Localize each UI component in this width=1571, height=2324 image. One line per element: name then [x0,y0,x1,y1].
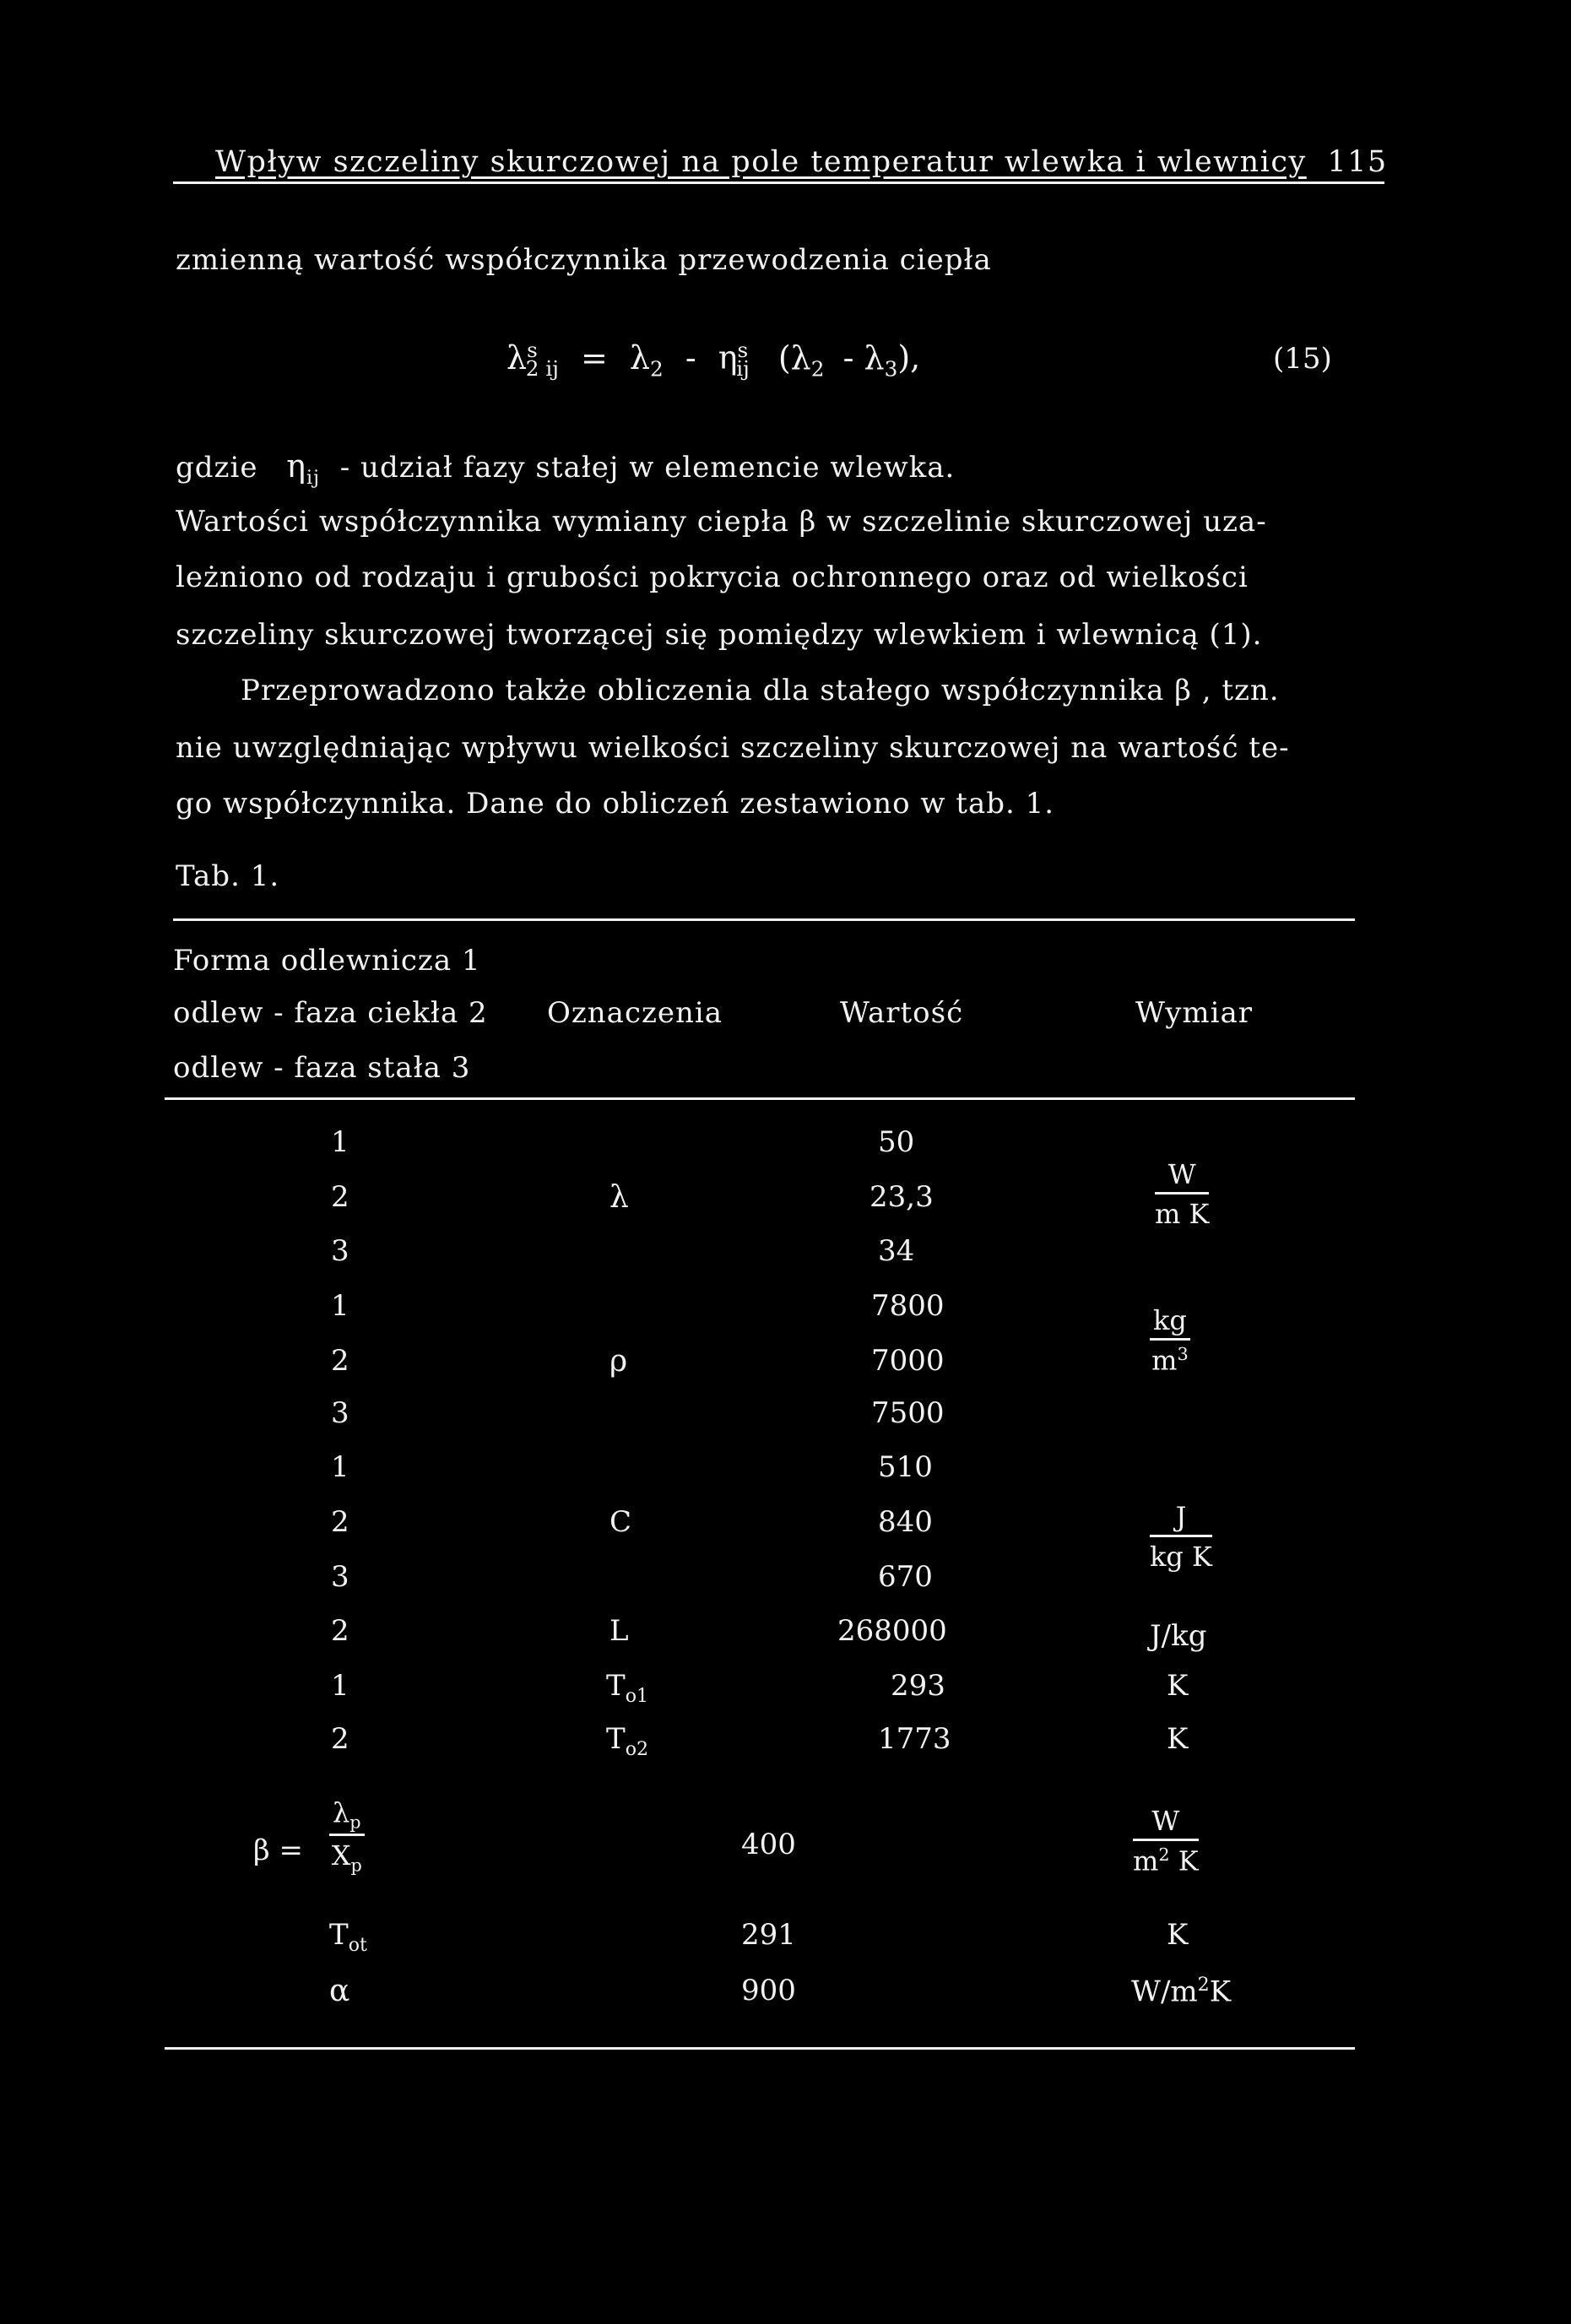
symbol-t01 [606,1669,648,1707]
row-idx: 2 [331,1344,349,1378]
value-cell: 670 [878,1560,933,1594]
alpha-unit-base: W/m [1131,1975,1198,2009]
unit-t02: K [1167,1722,1189,1756]
symbol-t02-base: T [606,1722,626,1756]
eq-paren-sub2: 2 [810,356,825,382]
tot-unit: K [1167,1918,1189,1952]
unit-c-num: J [1150,1501,1212,1537]
unit-c [1150,1501,1212,1573]
eq-paren-sub3: 3 [884,356,898,382]
alpha-unit-rest: K [1209,1975,1232,2009]
eq-equals: = [580,339,608,376]
legend-faza-stala: odlew - faza stała 3 [173,1051,471,1085]
row-idx: 2 [331,1722,349,1756]
value-cell: 510 [878,1450,933,1484]
eq-eta-sup: s [737,338,749,362]
beta-value: 400 [741,1828,796,1861]
symbol-rho: ρ [609,1344,628,1379]
eq-sub-2: 2 [650,356,664,382]
unit-lambda-den: m K [1155,1198,1210,1230]
alpha-unit [1131,1974,1231,2008]
gdzie-eta: η [286,447,307,485]
col-header-oznaczenia: Oznaczenia [547,996,723,1030]
gdzie-eta-sub: ij [306,466,320,489]
unit-lambda [1155,1158,1209,1230]
beta-unit-den-sup: 2 [1158,1845,1170,1865]
value-cell: 7000 [871,1344,945,1378]
value-cell: 268000 [837,1614,947,1648]
alpha-symbol: α [329,1974,350,2008]
row-idx: 2 [331,1505,349,1539]
eq-lambda-s: λ [507,339,528,376]
table-head-rule [165,1097,1355,1100]
para-line-1: Wartości współczynnika wymiany ciepła β w szczelinie skurczowej uza- [176,505,1267,539]
eq-minus-lambda3: - λ [842,339,885,376]
value-cell: 7500 [871,1396,945,1430]
beta-num-base: λ [333,1796,350,1828]
legend-forma: Forma odlewnicza 1 [173,944,481,978]
value-cell: 34 [878,1234,915,1268]
header-title: Wpływ szczeliny skurczowej na pole temperatur wlewka i wlewnicy [215,145,1307,179]
value-cell: 840 [878,1505,933,1539]
beta-unit-num: W [1133,1805,1199,1841]
value-cell: 7800 [871,1289,945,1323]
beta-frac-num [329,1796,365,1836]
table-top-rule [173,918,1355,921]
row-idx: 2 [331,1614,349,1648]
symbol-t01-base: T [606,1669,626,1703]
symbol-lambda: λ [609,1180,629,1215]
gdzie-rest: - udział fazy stałej w elemencie wlewka. [339,451,956,485]
eq-sub-2ij: 2 ij [525,356,559,382]
symbol-t01-sub: o1 [625,1684,649,1707]
tot-symbol [329,1918,367,1956]
beta-unit [1133,1805,1199,1877]
row-idx: 1 [331,1669,349,1703]
col-header-wymiar: Wymiar [1135,996,1254,1030]
beta-fraction [329,1796,365,1876]
beta-den-sub: p [350,1855,362,1876]
para-line-5: nie uwzględniając wpływu wielkości szczeliny skurczowej na wartość te- [176,731,1290,765]
gdzie-line [176,447,955,489]
beta-unit-den-rest: K [1178,1845,1199,1877]
para-line-3: szczeliny skurczowej tworzącej się pomiędzy wlewkiem i wlewnicą (1). [176,618,1263,652]
symbol-t02-sub: o2 [625,1737,649,1760]
unit-l: J/kg [1150,1619,1207,1653]
beta-label: β = [253,1834,303,1867]
table-caption: Tab. 1. [176,859,280,893]
beta-num-sub: p [349,1812,361,1833]
running-header [215,145,1388,179]
gdzie-prefix: gdzie [176,451,258,485]
eq-lambda-2: λ [629,339,650,376]
beta-den-base: X [331,1839,351,1872]
body-line-1: zmienną wartość współczynnika przewodzenia ciepła [176,243,992,277]
eq-sup-s: s [527,338,538,362]
value-cell: 1773 [878,1722,951,1756]
table-bottom-rule [165,2047,1355,2050]
tot-sub: ot [348,1933,367,1956]
row-idx: 3 [331,1560,349,1594]
row-idx: 2 [331,1180,349,1214]
header-rule [173,181,1384,184]
eq-eta: η [718,339,738,376]
row-idx: 3 [331,1396,349,1430]
symbol-l: L [609,1614,629,1648]
unit-rho-den [1150,1341,1190,1377]
equation-15 [507,338,920,381]
beta-unit-den-base: m [1133,1845,1159,1877]
para-line-2: leżniono od rodzaju i grubości pokrycia ochronnego oraz od wielkości [176,561,1249,594]
unit-rho [1150,1304,1190,1377]
unit-rho-den-sup: 3 [1177,1344,1189,1364]
row-idx: 1 [331,1125,349,1159]
row-idx: 1 [331,1450,349,1484]
beta-frac-den [329,1836,365,1875]
value-cell: 50 [878,1125,915,1159]
eq-paren-open: (λ [777,339,811,376]
tot-base: T [329,1918,349,1952]
eq-paren-close: ), [897,339,921,376]
equation-number: (15) [1273,342,1332,376]
unit-t01: K [1167,1669,1189,1703]
para-line-4: Przeprowadzono także obliczenia dla stałego współczynnika β , tzn. [241,674,1280,707]
eq-eta-sub: ij [736,356,750,382]
value-cell: 293 [891,1669,945,1703]
unit-rho-num: kg [1150,1304,1190,1341]
eq-minus: - [685,339,696,376]
beta-unit-den [1133,1841,1199,1877]
header-page-number: 115 [1327,145,1388,179]
unit-lambda-num: W [1155,1158,1209,1195]
row-idx: 3 [331,1234,349,1268]
alpha-unit-sup: 2 [1197,1974,1210,1996]
legend-faza-ciekla: odlew - faza ciekła 2 [173,996,488,1030]
symbol-c: C [609,1505,632,1539]
symbol-t02 [606,1722,648,1760]
tot-value: 291 [741,1918,796,1952]
value-cell: 23,3 [869,1180,934,1214]
unit-c-den: kg K [1150,1541,1212,1573]
para-line-6: go współczynnika. Dane do obliczeń zestawiono w tab. 1. [176,787,1055,821]
alpha-value: 900 [741,1974,796,2007]
col-header-wartosc: Wartość [840,996,964,1030]
unit-rho-den-base: m [1151,1344,1178,1377]
row-idx: 1 [331,1289,349,1323]
